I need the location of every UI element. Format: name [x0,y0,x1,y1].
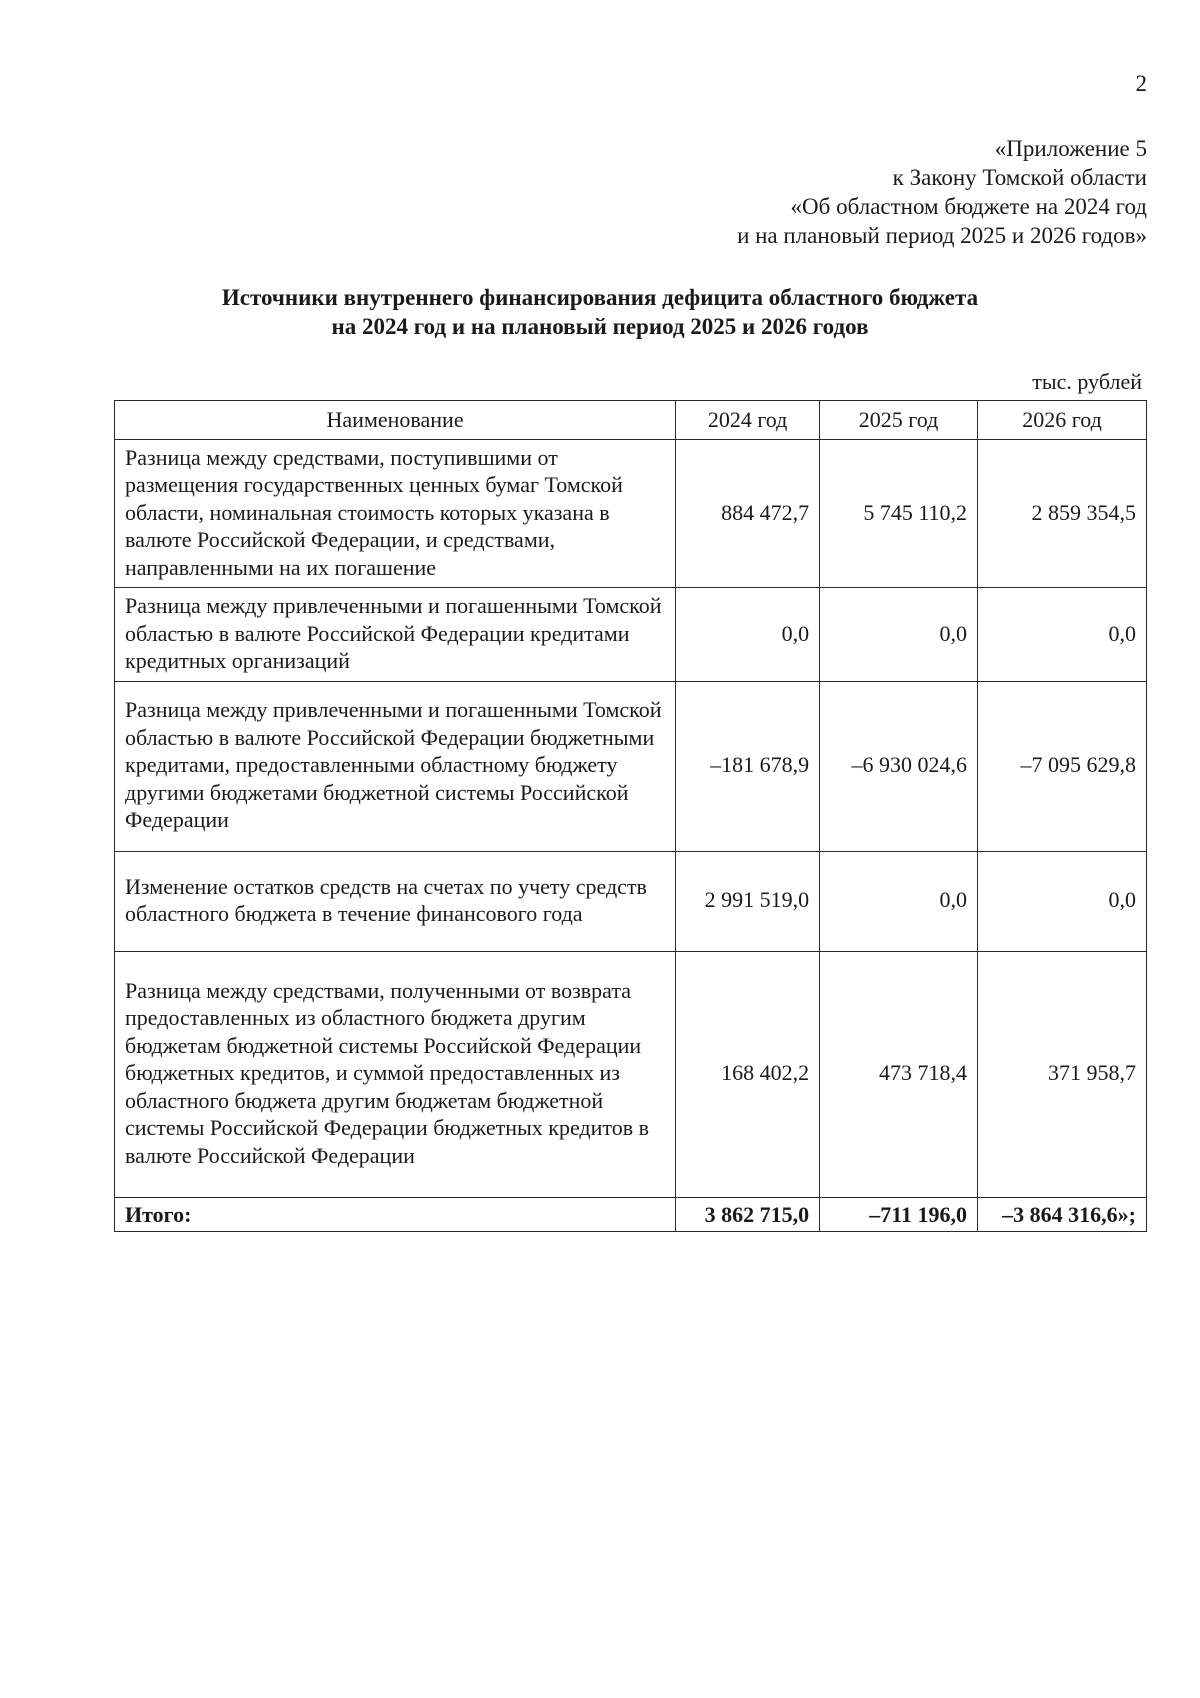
value-2025: 5 745 110,2 [820,439,978,588]
header-2024: 2024 год [676,401,820,440]
value-2025: 0,0 [820,588,978,682]
value-2024: 2 991 519,0 [676,851,820,951]
value-2024: 168 402,2 [676,951,820,1197]
table-row [115,588,1147,682]
appendix-line: к Закону Томской области [892,165,1147,190]
value-2026: 371 958,7 [978,951,1147,1197]
value-2026: –7 095 629,8 [978,681,1147,851]
row-name: Разница между привлеченными и погашенными Томской областью в валюте Российской Федерации бюджетными кредитами, предоставленными областному бюджету другими бюджетами бюджетной системы Российской Федерации [115,681,676,851]
value-2024: –181 678,9 [676,681,820,851]
total-row [115,1197,1147,1232]
header-2025: 2025 год [820,401,978,440]
value-2026: 0,0 [978,851,1147,951]
appendix-line: «Об областном бюджете на 2024 год [790,194,1147,219]
table-row [115,439,1147,588]
title-line: Источники внутреннего финансирования дефицита областного бюджета [221,285,979,310]
row-name: Разница между средствами, поступившими от размещения государственных ценных бумаг Томской области, номинальная стоимость которых указана в валюте Российской Федерации, и средствами, направленными на их погашение [115,439,676,588]
units-label: тыс. рублей [1032,369,1142,394]
row-name: Разница между средствами, полученными от возврата предоставленных из областного бюджета другим бюджетам бюджетной системы Российской Федерации бюджетных кредитов, и суммой предоставленных из областного бюджета другим бюджетам бюджетной системы Российской Федерации бюджетных кредитов в валюте Российской Федерации [115,951,676,1197]
total-2026: –3 864 316,6»; [978,1197,1147,1232]
row-name: Изменение остатков средств на счетах по учету средств областного бюджета в течение финансового года [115,851,676,951]
appendix-reference [737,134,1147,250]
value-2025: –6 930 024,6 [820,681,978,851]
value-2024: 884 472,7 [676,439,820,588]
table-row [115,681,1147,851]
total-label: Итого: [115,1197,676,1232]
total-2025: –711 196,0 [820,1197,978,1232]
appendix-line: и на плановый период 2025 и 2026 годов» [737,223,1147,248]
value-2026: 2 859 354,5 [978,439,1147,588]
value-2026: 0,0 [978,588,1147,682]
row-name: Разница между привлеченными и погашенными Томской областью в валюте Российской Федерации кредитами кредитных организаций [115,588,676,682]
header-2026: 2026 год [978,401,1147,440]
header-name: Наименование [115,401,676,440]
financing-sources-table [114,400,1147,1232]
table-header-row [115,401,1147,440]
document-title [0,283,1200,341]
value-2025: 0,0 [820,851,978,951]
value-2025: 473 718,4 [820,951,978,1197]
value-2024: 0,0 [676,588,820,682]
appendix-line: «Приложение 5 [994,136,1147,161]
total-2024: 3 862 715,0 [676,1197,820,1232]
title-line: на 2024 год и на плановый период 2025 и 2026 годов [331,314,869,339]
table-row [115,851,1147,951]
page-number: 2 [1135,71,1147,96]
table-row [115,951,1147,1197]
